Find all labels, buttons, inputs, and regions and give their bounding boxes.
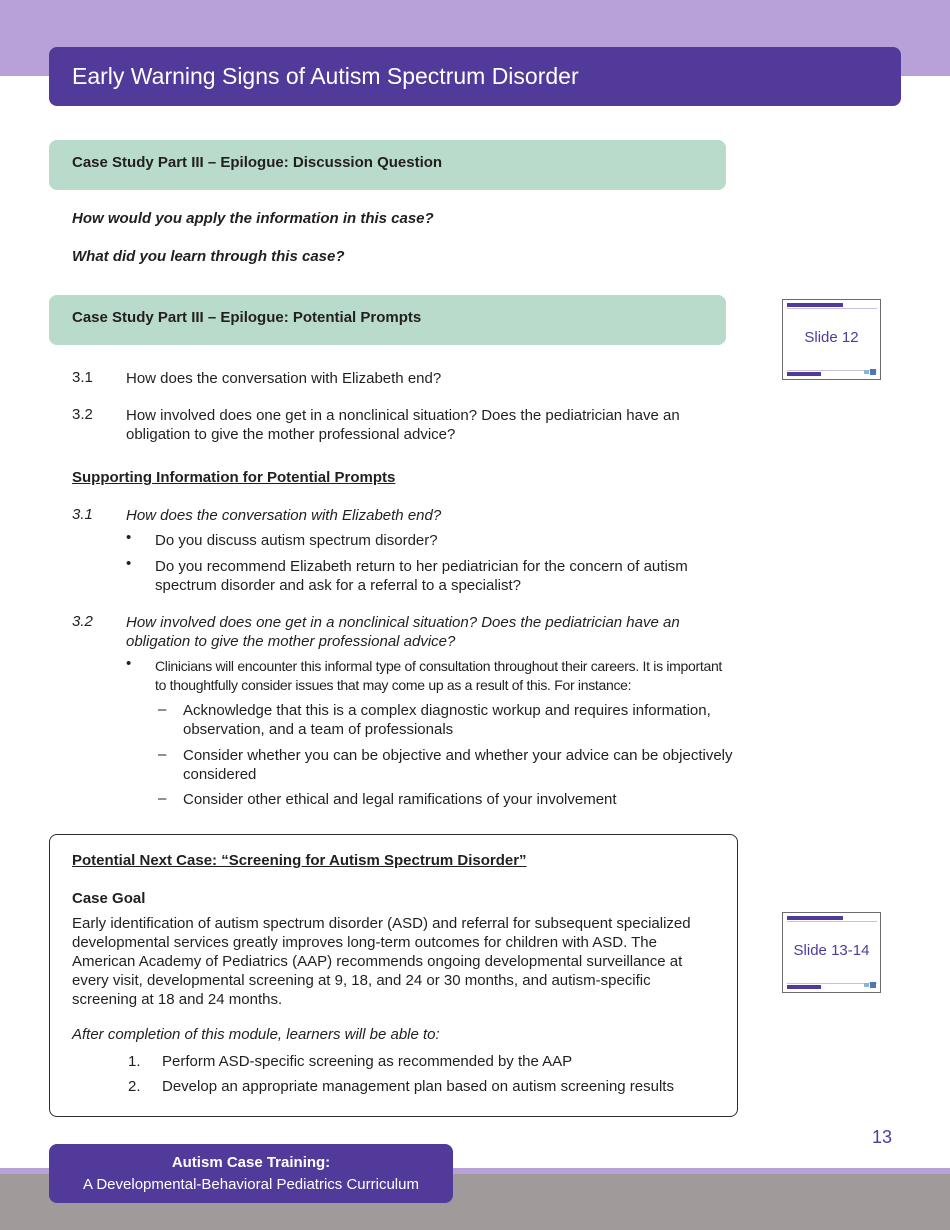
discussion-question-1: How would you apply the information in this case? (72, 210, 434, 227)
objective-text: Perform ASD-specific screening as recommended by the AAP (162, 1053, 573, 1070)
discussion-heading: Case Study Part III – Epilogue: Discussion Question (72, 154, 443, 171)
slide-label: Slide 12 (804, 329, 859, 346)
objective-number: 2. (128, 1078, 141, 1095)
prompt-number: 3.2 (72, 406, 93, 423)
footer-subtitle: A Developmental-Behavioral Pediatrics Curriculum (83, 1176, 419, 1193)
dash-icon: – (158, 701, 167, 718)
supporting-heading: Supporting Information for Potential Prompts (72, 469, 396, 486)
bullet-icon: • (126, 555, 132, 572)
prompts-heading: Case Study Part III – Epilogue: Potential Prompts (72, 309, 422, 326)
page-title: Early Warning Signs of Autism Spectrum Disorder (49, 47, 901, 106)
case-goal-text: Early identification of autism spectrum disorder (ASD) and referral for subsequent specialized developmental services greatly improves long-term outcomes for children with ASD. The American Academy of Pediatrics (AAP) recommends ongoing developmental surveillance at every visit, developmental screening at 9, 18, and 24 or 30 months, and autism-specific screening at 18 and 24 months. (72, 915, 691, 1008)
supporting-q1-number: 3.1 (72, 506, 93, 523)
next-case-heading: Potential Next Case: “Screening for Autism Spectrum Disorder” (72, 852, 527, 869)
footer-title: Autism Case Training: (171, 1154, 331, 1171)
slide-label: Slide 13-14 (793, 942, 870, 959)
dash-icon: – (158, 746, 167, 763)
supporting-q2-bullet: Clinicians will encounter this informal type of consultation throughout their careers. It is important to thoughtfully consider issues that may come up as a result of this. For instance: (155, 658, 723, 693)
supporting-q2-dash: Consider whether you can be objective and whether your advice can be objectively considered (183, 747, 733, 783)
discussion-question-2: What did you learn through this case? (72, 248, 345, 265)
footer-title-box (49, 1144, 453, 1203)
bullet-icon: • (126, 529, 132, 546)
prompt-number: 3.1 (72, 369, 93, 386)
supporting-q2-text: How involved does one get in a nonclinical situation? Does the pediatrician have an obligation to give the mother professional advice? (126, 614, 680, 650)
prompt-text: How involved does one get in a nonclinical situation? Does the pediatrician have an obligation to give the mother professional advice? (126, 407, 680, 443)
aap-logo-icon (864, 982, 876, 988)
slide-thumbnail-12 (782, 299, 881, 380)
slide-thumbnail-13-14 (782, 912, 881, 993)
objective-text: Develop an appropriate management plan based on autism screening results (162, 1078, 674, 1095)
bullet-icon: • (126, 655, 132, 672)
aap-logo-icon (864, 369, 876, 375)
discussion-heading-bar (49, 140, 726, 190)
supporting-q1-bullet: Do you discuss autism spectrum disorder? (155, 532, 438, 549)
case-goal-label: Case Goal (72, 890, 146, 907)
supporting-q2-number: 3.2 (72, 613, 93, 630)
after-completion-text: After completion of this module, learners will be able to: (72, 1026, 440, 1043)
supporting-q2-dash: Acknowledge that this is a complex diagnostic workup and requires information, observation, and a team of professionals (183, 702, 711, 738)
dash-icon: – (158, 790, 167, 807)
page-number: 13 (872, 1127, 893, 1147)
supporting-q1-text: How does the conversation with Elizabeth end? (126, 507, 442, 524)
objective-number: 1. (128, 1053, 141, 1070)
supporting-q2-dash: Consider other ethical and legal ramifications of your involvement (183, 791, 617, 808)
supporting-q1-bullet: Do you recommend Elizabeth return to her pediatrician for the concern of autism spectrum disorder and ask for a referral to a specialist? (155, 558, 688, 594)
prompts-heading-bar (49, 295, 726, 345)
prompt-text: How does the conversation with Elizabeth end? (126, 370, 442, 387)
